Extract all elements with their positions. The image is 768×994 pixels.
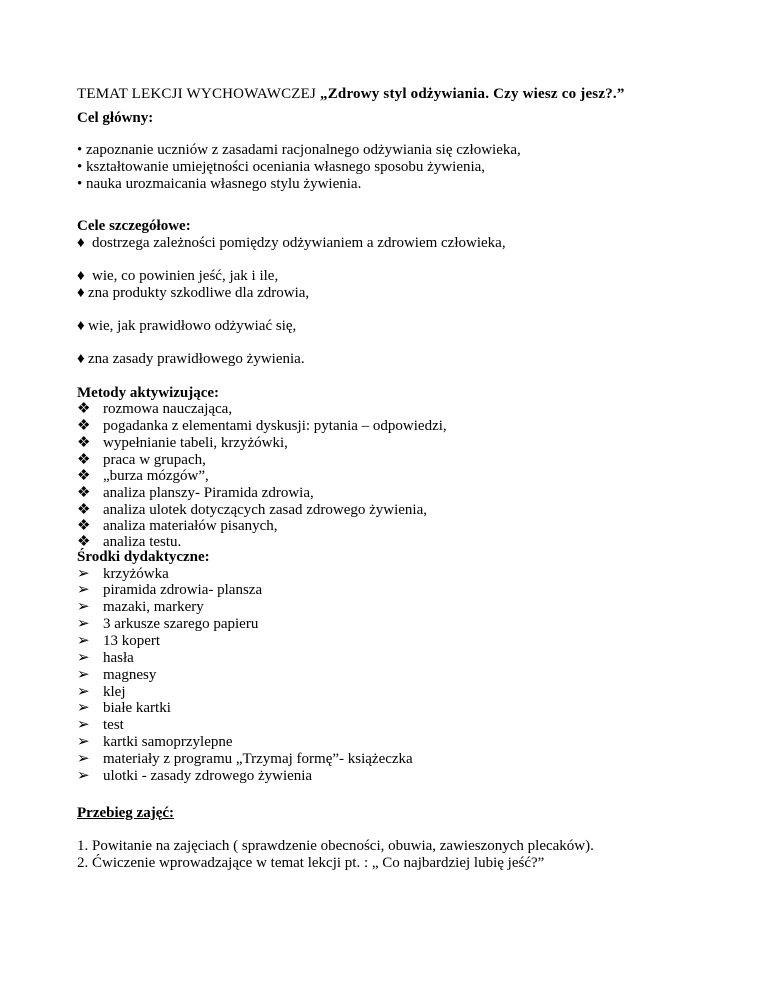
material-item: ➢ kartki samoprzylepne (77, 734, 233, 750)
diamond-bullet-icon: ♦ (77, 235, 85, 251)
specific-goal-item: ♦ wie, co powinien jeść, jak i ile, (77, 268, 279, 284)
material-item: ➢ 3 arkusze szarego papieru (77, 616, 259, 632)
specific-goal-item: ♦ wie, jak prawidłowo odżywiać się, (77, 318, 297, 334)
diamond-cluster-bullet-icon: ❖ (77, 418, 91, 434)
arrowhead-bullet-icon: ➢ (77, 684, 90, 700)
method-item: ❖ analiza ulotek dotyczących zasad zdrowego żywienia, (77, 502, 428, 518)
specific-goal-item: ♦ dostrzega zależności pomiędzy odżywianiem a zdrowiem człowieka, (77, 235, 506, 251)
bullet-dot-icon: • (77, 142, 83, 158)
material-item: ➢ piramida zdrowia- plansza (77, 582, 263, 598)
main-goal-heading: Cel główny: (77, 110, 154, 126)
course-step: 2. Ćwiczenie wprowadzające w temat lekcji pt. : „ Co najbardziej lubię jeść?” (77, 855, 545, 871)
main-goal-item: • nauka urozmaicania własnego stylu żywienia. (77, 176, 362, 192)
specific-goals-heading: Cele szczegółowe: (77, 218, 191, 234)
diamond-cluster-bullet-icon: ❖ (77, 468, 91, 484)
arrowhead-bullet-icon: ➢ (77, 717, 90, 733)
diamond-cluster-bullet-icon: ❖ (77, 452, 91, 468)
arrowhead-bullet-icon: ➢ (77, 650, 90, 666)
diamond-cluster-bullet-icon: ❖ (77, 485, 91, 501)
diamond-bullet-icon: ♦ (77, 268, 85, 284)
specific-goal-item: ♦ zna produkty szkodliwe dla zdrowia, (77, 285, 310, 301)
course-step: 1. Powitanie na zajęciach ( sprawdzenie obecności, obuwia, zawieszonych plecaków). (77, 838, 594, 854)
diamond-cluster-bullet-icon: ❖ (77, 534, 91, 550)
diamond-bullet-icon: ♦ (77, 318, 85, 334)
specific-goal-item: ♦ zna zasady prawidłowego żywienia. (77, 351, 305, 367)
method-item: ❖ rozmowa nauczająca, (77, 401, 233, 417)
arrowhead-bullet-icon: ➢ (77, 751, 90, 767)
diamond-cluster-bullet-icon: ❖ (77, 401, 91, 417)
arrowhead-bullet-icon: ➢ (77, 734, 90, 750)
material-item: ➢ materiały z programu „Trzymaj formę”- książeczka (77, 751, 413, 767)
arrowhead-bullet-icon: ➢ (77, 582, 90, 598)
arrowhead-bullet-icon: ➢ (77, 667, 90, 683)
diamond-cluster-bullet-icon: ❖ (77, 518, 91, 534)
material-item: ➢ magnesy (77, 667, 157, 683)
arrowhead-bullet-icon: ➢ (77, 616, 90, 632)
bullet-dot-icon: • (77, 176, 83, 192)
method-item: ❖ analiza planszy- Piramida zdrowia, (77, 485, 314, 501)
method-item: ❖ analiza materiałów pisanych, (77, 518, 278, 534)
arrowhead-bullet-icon: ➢ (77, 599, 90, 615)
method-item: ❖ „burza mózgów”, (77, 468, 209, 484)
bullet-dot-icon: • (77, 159, 83, 175)
method-item: ❖ pogadanka z elementami dyskusji: pytania – odpowiedzi, (77, 418, 447, 434)
lesson-title-prefix: TEMAT LEKCJI WYCHOWAWCZEJ (77, 86, 321, 102)
main-goal-item: • kształtowanie umiejętności oceniania własnego sposobu żywienia, (77, 159, 486, 175)
diamond-cluster-bullet-icon: ❖ (77, 435, 91, 451)
arrowhead-bullet-icon: ➢ (77, 633, 90, 649)
material-item: ➢ hasła (77, 650, 134, 666)
method-item: ❖ analiza testu. (77, 534, 182, 550)
arrowhead-bullet-icon: ➢ (77, 566, 90, 582)
diamond-bullet-icon: ♦ (77, 351, 85, 367)
methods-heading: Metody aktywizujące: (77, 385, 220, 401)
course-heading: Przebieg zajęć: (77, 805, 175, 821)
material-item: ➢ krzyżówka (77, 566, 169, 582)
material-item: ➢ test (77, 717, 124, 733)
lesson-title: „Zdrowy styl odżywiania. Czy wiesz co jesz?.” (320, 86, 625, 102)
arrowhead-bullet-icon: ➢ (77, 700, 90, 716)
material-item: ➢ ulotki - zasady zdrowego żywienia (77, 768, 313, 784)
material-item: ➢ 13 kopert (77, 633, 161, 649)
lesson-title-line (77, 86, 625, 103)
material-item: ➢ mazaki, markery (77, 599, 204, 615)
material-item: ➢ klej (77, 684, 126, 700)
materials-heading: Środki dydaktyczne: (77, 549, 210, 565)
method-item: ❖ wypełnianie tabeli, krzyżówki, (77, 435, 288, 451)
method-item: ❖ praca w grupach, (77, 452, 206, 468)
arrowhead-bullet-icon: ➢ (77, 768, 90, 784)
main-goal-item: • zapoznanie uczniów z zasadami racjonalnego odżywiania się człowieka, (77, 142, 521, 158)
diamond-cluster-bullet-icon: ❖ (77, 502, 91, 518)
diamond-bullet-icon: ♦ (77, 285, 85, 301)
material-item: ➢ białe kartki (77, 700, 171, 716)
